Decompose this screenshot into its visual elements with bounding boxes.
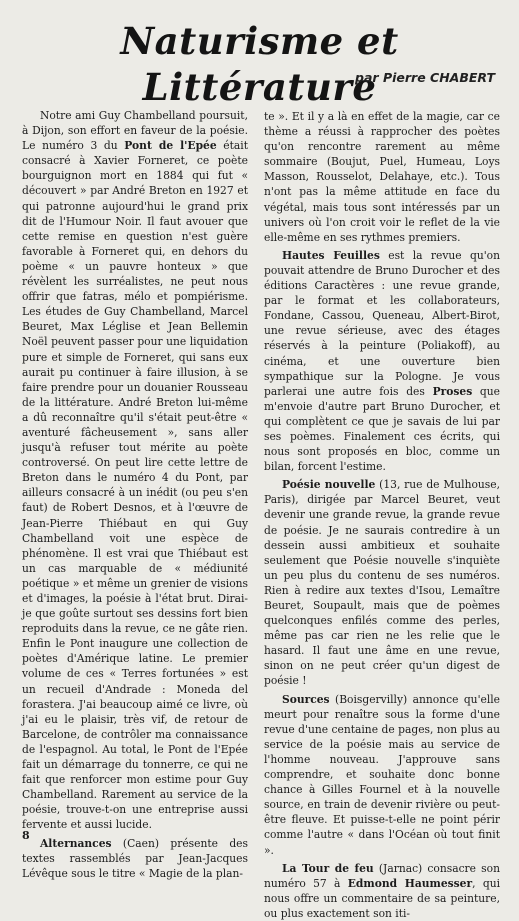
revue-name: Alternances bbox=[40, 836, 112, 850]
article-title: Naturisme et Littérature bbox=[120, 19, 399, 109]
paragraph-pont-de-l-epee: Notre ami Guy Chambelland poursuit, à Dijon, son effort en faveur de la poésie. Le numéro 3 du Pont de l'Epée était consacré à Xavier Forneret, ce poète bourguignon mort en 1884 qui fut « découvert » par André Breton en 1927 et qui patronne aujourd'hui le grand prix dit de l'Humour Noir. Il faut avouer que cette remise en question n'est guère favorable à Forneret qui, en dehors du poème « un pauvre honteux » que révèlent les surréalistes, ne peut nous offrir que fatras, mélo et pompiérisme. Les études de Guy Chambelland, Marcel Beuret, Max Léglise et Jean Bellemin Noël peuvent passer pour une liquidation pure et simple de Forneret, qui sans eux aurait pu continuer à faire illusion, à se faire prendre pour un douanier Rousseau de la littérature. André Breton lui-même a dû reconnaître qu'il s'était peut-être « aventuré fâcheusement », sans aller jusqu'à refuser tout mérite au poète controversé. On peut lire cette lettre de Breton dans le numéro 4 du Pont, par ailleurs consacré à un inédit (ou peu s'en faut) de Robert Desnos, et à l'œuvre de Jean-Pierre Thiébaut en qui Guy Chambelland voit une espèce de phénomène. Il est vrai que Thiébaut est un cas marquable de « médiunité poétique » et même un grenier de visions et d'images, la poésie à l'état brut. Dirai-je que goûte surtout ses dessins fort bien reproduits dans la revue, ce ne gâte rien. Enfin le Pont inaugure une collection de poètes d'Amérique latine. Le premier volume de ces « Terres fortunées » est un recueil d'Andrade : Moneda del forastera. J'ai beaucoup aimé ce livre, où j'ai eu le plaisir, très vif, de retour de Barcelone, de contrôler ma connaissance de l'espagnol. Au total, le Pont de l'Epée fait un démarrage du tonnerre, ce qui ne fait que renforcer mon estime pour Guy Chambelland. Rarement au service de la poésie, trouve-t-on une entreprise aussi fervente et aussi lucide. bbox=[22, 109, 248, 832]
revue-name: Sources bbox=[282, 692, 330, 706]
author-name: Edmond Haumesser bbox=[347, 876, 473, 890]
revue-name: Pont de l'Epée bbox=[124, 139, 217, 153]
revue-name: Hautes Feuilles bbox=[282, 248, 380, 262]
paragraph-alternances-continued: te ». Et il y a là en effet de la magie, car ce thème a réussi à rapprocher des poètes qu'on rencontre rarement au même sommaire (Boujut, Puel, Humeau, Loys Masson, Rousselot, Delahaye, etc.). Tous n'ont pas la même attitude en face du végétal, mais tous sont intéressés par un univers où l'on croit voir le reflet de la vie elle-même en ses rythmes premiers. bbox=[264, 110, 500, 244]
paragraph-poesie-nouvelle: Poésie nouvelle (13, rue de Mulhouse, Paris), dirigée par Marcel Beuret, veut devenir une grande revue, la grande revue de poésie. Je ne saurais contredire à un dessein aussi ambitieux et souhaite seulement que Poésie nouvelle s'inquiète un peu plus du contenu de ses numéros. Rien à redire aux textes d'Isou, Lemaître Beuret, Soupault, mais que de poèmes quelconques enfilés comme des perles, même pas car rien ne les relie que le hasard. Il faut une âme en une revue, sinon on ne peut créer qu'un digest de poésie ! bbox=[264, 478, 501, 688]
paragraph-alternances: Alternances (Caen) présente des textes rassemblés par Jean-Jacques Lévêque sous le titre « Magie de la plan- bbox=[22, 836, 248, 880]
revue-name: Proses bbox=[432, 384, 473, 398]
left-column bbox=[22, 108, 248, 881]
page-number: 8 bbox=[22, 829, 30, 842]
author-byline: par Pierre CHABERT bbox=[355, 70, 495, 85]
revue-name: La Tour de feu bbox=[282, 861, 374, 875]
right-column bbox=[264, 109, 500, 921]
revue-name: Poésie nouvelle bbox=[282, 478, 376, 492]
paragraph-hautes-feuilles: Hautes Feuilles est la revue qu'on pouvait attendre de Bruno Durocher et des éditions Caractères : une revue grande, par le format et les collaborateurs, Fondane, Cassou, Queneau, Albert-Birot, une revue sérieuse, avec des étages réservés à la peinture (Poliakoff), au cinéma, et une ouverture bien sympathique sur la Pologne. Je vous parlerai une autre fois des Proses que m'envoie d'autre part Bruno Durocher, et qui complètent ce que je savais de lui par ses poèmes. Finalement ces écrits, qui nous sont proposés en bloc, comme un bilan, forcent l'estime. bbox=[264, 248, 500, 474]
paragraph-la-tour-de-feu: La Tour de feu (Jarnac) consacre son numéro 57 à Edmond Haumesser, qui nous offre un commentaire de sa peinture, ou plus exactement son iti- bbox=[264, 861, 501, 920]
paragraph-sources: Sources (Boisgervilly) annonce qu'elle meurt pour renaître sous la forme d'une revue d'une centaine de pages, non plus au service de la poésie mais au service de l'homme nouveau. J'approuve sans comprendre, et souhaite donc bonne chance à Gilles Fournel et à la nouvelle source, en train de devenir rivière ou peut-être fleuve. Et puisse-t-elle ne point périr comme l'autre « dans l'Océan où tout finit ». bbox=[264, 692, 500, 857]
